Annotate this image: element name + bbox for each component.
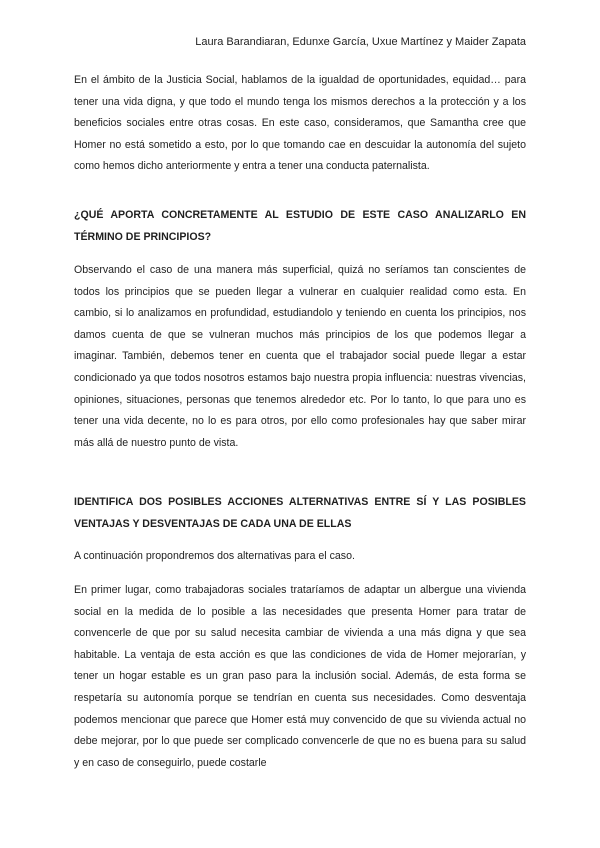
page-header-authors: Laura Barandiaran, Edunxe García, Uxue Martínez y Maider Zapata [195,36,526,48]
section-heading-alternativas: IDENTIFICA DOS POSIBLES ACCIONES ALTERNATIVAS ENTRE SÍ Y LAS POSIBLES VENTAJAS Y DESVENTAJAS DE CADA UNA DE ELLAS [74,496,526,530]
section-heading-principios: ¿QUÉ APORTA CONCRETAMENTE AL ESTUDIO DE ESTE CASO ANALIZARLO EN TÉRMINO DE PRINCIPIOS? [74,209,526,243]
paragraph-primera-alternativa: En primer lugar, como trabajadoras sociales trataríamos de adaptar un albergue una vivienda social en la medida de lo posible a las necesidades que presenta Homer para tratar de convencerle de que por su salud necesita cambiar de vivienda a una más digna y que sea habitable. La ventaja de esta acción es que las condiciones de vida de Homer mejorarían, y tener un hogar estable es un gran paso para la inclusión social. Además, de esta forma se respetaría su autonomía porque se tendrían en cuenta sus necesidades. Como desventaja podemos mencionar que parece que Homer está muy convencido de que su vivienda actual no debe mejorar, por lo que puede ser complicado convencerle de que no es buena para su salud y en caso de conseguirlo, puede costarle [74,584,526,769]
paragraph-analisis-principios: Observando el caso de una manera más superficial, quizá no seríamos tan conscientes de todos los principios que se pueden llegar a vulnerar en cualquier realidad como esta. En cambio, si lo analizamos en profundidad, estudiandolo y teniendo en cuenta los principios, nos damos cuenta de que se vulneran muchos más principios de los que podemos llegar a imaginar. También, debemos tener en cuenta que el trabajador social puede llegar a estar condicionado ya que todos nosotros estamos bajo nuestra propia influencia: nuestras vivencias, opiniones, situaciones, personas que tenemos alrededor etc. Por lo tanto, lo que para uno es tener una vida decente, no lo es para otros, por ello como profesionales hay que saber mirar más allá de nuestro punto de vista. [74,264,526,449]
paragraph-intro-alternativas: A continuación propondremos dos alternativas para el caso. [74,550,355,562]
paragraph-justicia-social: En el ámbito de la Justicia Social, hablamos de la igualdad de oportunidades, equidad… para tener una vida digna, y que todo el mundo tenga los mismos derechos a la protección y a los beneficios sociales entre otras cosas. En este caso, consideramos, que Samantha cree que Homer no está sometido a esto, por lo que tomando cae en descuidar la autonomía del sujeto como hemos dicho anteriormente y entra a tener una conducta paternalista. [74,74,526,173]
